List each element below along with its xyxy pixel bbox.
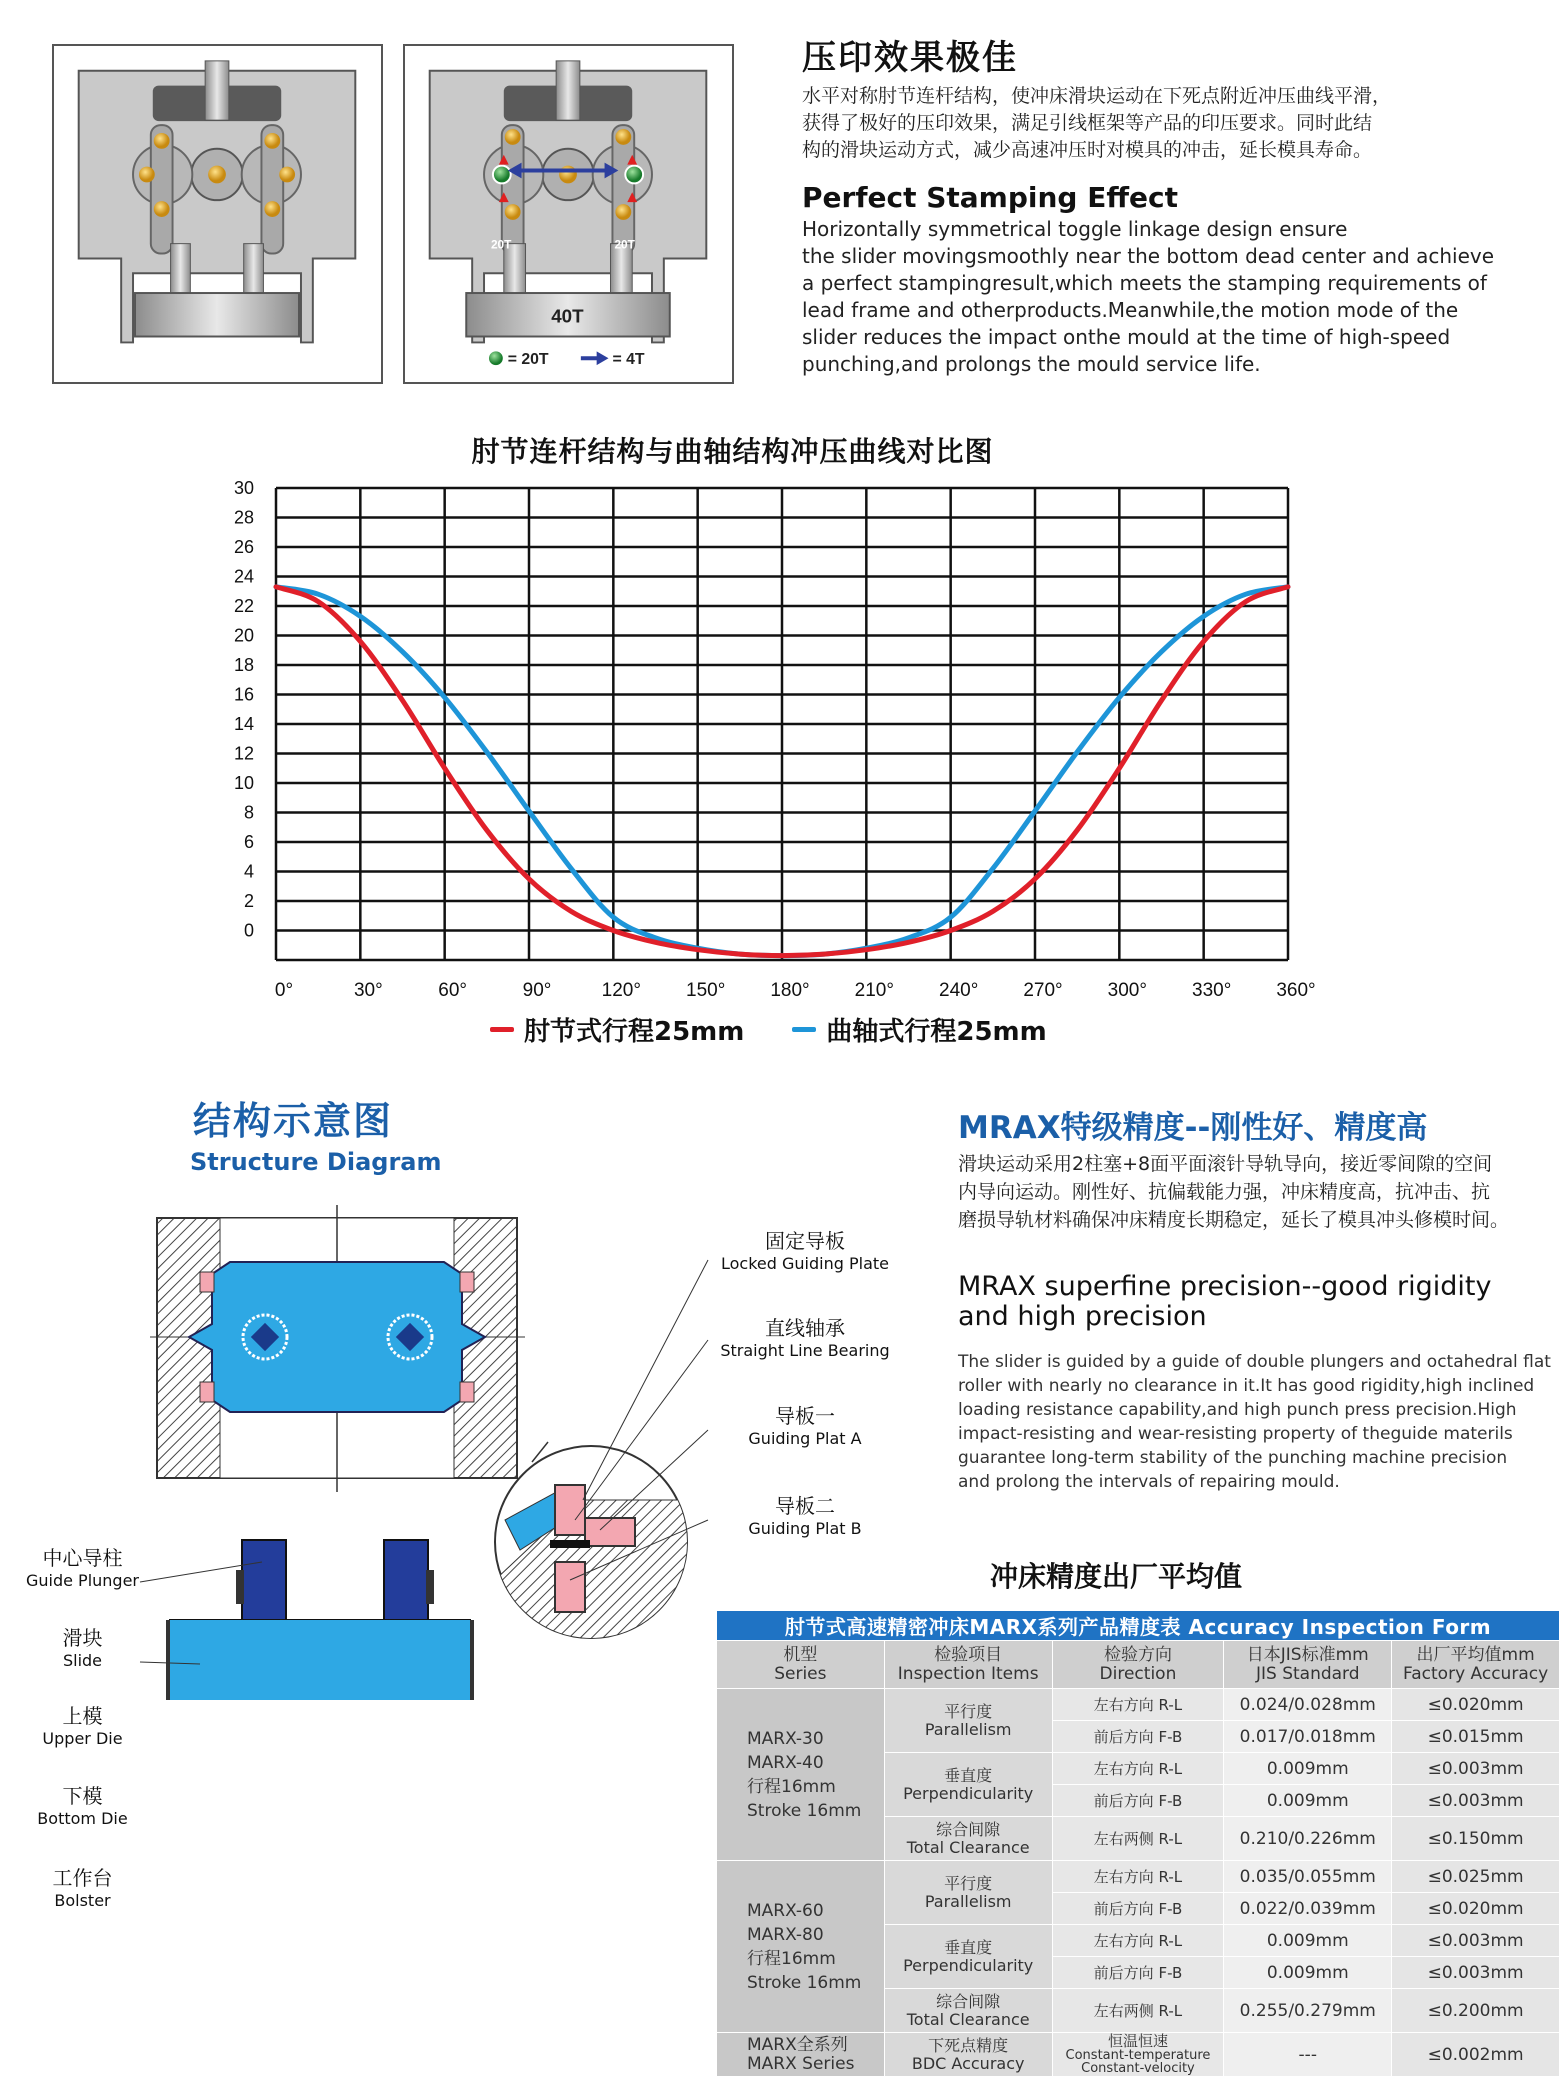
item-cell [884, 2033, 1052, 2077]
col-header-jis [1224, 1641, 1392, 1689]
stamping-heading-cn: 压印效果极佳 [802, 38, 1018, 78]
header-en: Direction [1099, 1663, 1177, 1684]
series-line: Stroke 16mm [747, 1972, 862, 1993]
stamping-para-en-line: punching,and prolongs the mould service life. [802, 352, 1261, 376]
factory-cell: ≤0.150mm [1392, 1817, 1560, 1861]
x-tick-label: 30° [353, 980, 383, 1001]
series-line: Stroke 16mm [747, 1800, 862, 1821]
x-tick-label: 210° [854, 980, 894, 1001]
mrax-heading-en [958, 1272, 1492, 1332]
item-cn: 垂直度 [944, 1937, 993, 1957]
series-line: MARX Series [747, 2053, 855, 2074]
item-en: Parallelism [924, 1891, 1012, 1911]
direction-cell: 前后方向 F-B [1052, 1893, 1224, 1925]
mrax-para-en-line: loading resistance capability,and high punch press precision.High [958, 1400, 1517, 1420]
direction-cell: 左右方向 R-L [1052, 1689, 1224, 1721]
stamping-para-en-line: Horizontally symmetrical toggle linkage design ensure [802, 217, 1348, 241]
item-en: Perpendicularity [903, 1955, 1034, 1975]
blue-arrow-icon [581, 351, 609, 365]
jis-cell: 0.009mm [1224, 1957, 1392, 1989]
label-en: Upper Die [42, 1729, 123, 1748]
factory-cell: ≤0.025mm [1392, 1861, 1560, 1893]
direction-cell: 前后方向 F-B [1052, 1957, 1224, 1989]
x-tick-label: 180° [770, 980, 810, 1001]
label-en: Locked Guiding Plate [721, 1254, 889, 1273]
panel2-slide-force-label: 40T [551, 305, 584, 327]
direction-cell: 左右方向 R-L [1052, 1861, 1224, 1893]
series-line: MARX-60 [747, 1900, 824, 1921]
stamping-heading-en: Perfect Stamping Effect [802, 181, 1178, 214]
item-en: BDC Accuracy [911, 2053, 1025, 2073]
series-line: MARX全系列 [747, 2034, 848, 2055]
jis-cell: 0.017/0.018mm [1224, 1721, 1392, 1753]
series-line: MARX-80 [747, 1924, 824, 1945]
y-tick-label: 24 [233, 566, 254, 587]
x-tick-label: 60° [438, 980, 468, 1001]
stamping-para-cn [802, 83, 1542, 164]
stamping-para-en [802, 216, 1547, 378]
direction-cell: 左右方向 R-L [1052, 1753, 1224, 1785]
header-en: Inspection Items [897, 1663, 1039, 1684]
mrax-para-cn-line: 内导向运动。刚性好、抗偏载能力强，冲床精度高，抗冲击、抗 [958, 1181, 1491, 1203]
item-cell [884, 1817, 1052, 1861]
item-cn: 平行度 [944, 1701, 993, 1721]
legend-swatch-blue [792, 1027, 816, 1032]
table-row [717, 2033, 1560, 2077]
direction-en: Constant-temperature [1065, 2048, 1211, 2063]
series-cell [717, 2033, 885, 2077]
item-cell [884, 1925, 1052, 1989]
factory-cell: ≤0.003mm [1392, 1925, 1560, 1957]
header-en: Series [774, 1663, 827, 1684]
factory-cell: ≤0.003mm [1392, 1957, 1560, 1989]
header-cn: 机型 [783, 1644, 818, 1665]
chart-legend [490, 1011, 1047, 1048]
item-cn: 综合间隙 [936, 1819, 1001, 1839]
direction-cell: 左右两侧 R-L [1052, 1817, 1224, 1861]
x-tick-label: 90° [522, 980, 552, 1001]
label-cn: 中心导柱 [42, 1546, 123, 1570]
panel2-right-force-label: 20T [614, 237, 635, 252]
y-tick-label: 4 [243, 861, 254, 882]
label-bottom-die [20, 1780, 145, 1828]
header-cn: 检验项目 [934, 1644, 1003, 1665]
table-title: 肘节式高速精密冲床MARX系列产品精度表 Accuracy Inspection Form [717, 1611, 1560, 1641]
x-tick-label: 270° [1023, 980, 1063, 1001]
y-tick-label: 30 [233, 478, 254, 498]
y-tick-label: 0 [243, 920, 254, 941]
y-tick-label: 8 [243, 802, 254, 823]
mrax-para-en-line: roller with nearly no clearance in it.It has good rigidity,high inclined [958, 1376, 1535, 1396]
legend-swatch-red [490, 1027, 514, 1032]
factory-cell: ≤0.020mm [1392, 1893, 1560, 1925]
label-bolster [20, 1862, 145, 1910]
factory-cell: ≤0.003mm [1392, 1753, 1560, 1785]
item-en: Total Clearance [906, 1837, 1030, 1857]
series-cell [717, 1689, 885, 1861]
label-cn: 滑块 [62, 1626, 103, 1650]
mrax-para-en-line: The slider is guided by a guide of double plungers and octahedral flat [958, 1352, 1551, 1372]
header-cn: 检验方向 [1103, 1644, 1172, 1665]
panel2-left-force-label: 20T [490, 237, 512, 252]
item-en: Parallelism [924, 1719, 1012, 1739]
direction-cn: 恒温恒速 [1107, 2032, 1168, 2050]
direction-cell: 左右方向 R-L [1052, 1925, 1224, 1957]
label-guiding-plat-b [710, 1490, 900, 1538]
table-header-row [717, 1641, 1560, 1689]
jis-cell: 0.009mm [1224, 1785, 1392, 1817]
direction-cell: 前后方向 F-B [1052, 1721, 1224, 1753]
mrax-para-cn-line: 滑块运动采用2柱塞+8面平面滚针导轨导向，接近零间隙的空间 [958, 1153, 1493, 1175]
col-header-direction [1052, 1641, 1224, 1689]
y-tick-label: 18 [233, 655, 254, 675]
direction-cell: 前后方向 F-B [1052, 1785, 1224, 1817]
factory-cell: ≤0.020mm [1392, 1689, 1560, 1721]
x-tick-label: 240° [939, 980, 979, 1001]
item-cell [884, 1689, 1052, 1753]
legend-arrow-label: = 4T [612, 351, 645, 369]
mrax-para-en-line: guarantee long-term stability of the punching machine precision [958, 1448, 1508, 1468]
series-line: 行程16mm [747, 1948, 836, 1969]
label-guiding-plat-a [710, 1400, 900, 1448]
y-tick-label: 2 [243, 891, 254, 911]
stamping-para-en-line: lead frame and otherproducts.Meanwhile,the motion mode of the [802, 298, 1459, 322]
label-guide-plunger [20, 1542, 145, 1590]
label-locked-guiding-plate [710, 1225, 900, 1273]
y-tick-label: 20 [233, 625, 254, 646]
stamping-para-cn-line: 水平对称肘节连杆结构，使冲床滑块运动在下死点附近冲压曲线平滑， [802, 85, 1392, 107]
x-tick-label: 0° [274, 980, 294, 1001]
label-en: Guiding Plat A [748, 1429, 862, 1448]
accuracy-section-title: 冲床精度出厂平均值 [990, 1560, 1243, 1593]
label-cn: 下模 [62, 1784, 103, 1808]
y-tick-label: 10 [233, 773, 254, 793]
legend-item-crank [792, 1011, 1046, 1048]
toggle-linkage-drawing-1 [54, 46, 381, 382]
item-cn: 综合间隙 [936, 1991, 1001, 2011]
mrax-para-cn [958, 1150, 1560, 1234]
label-en: Slide [62, 1651, 103, 1670]
direction-cell [1052, 2033, 1224, 2077]
green-dot-icon [488, 350, 504, 366]
label-straight-line-bearing [710, 1312, 900, 1360]
jis-cell: 0.009mm [1224, 1925, 1392, 1957]
direction-cell: 左右两侧 R-L [1052, 1989, 1224, 2033]
label-upper-die [20, 1700, 145, 1748]
label-cn: 上模 [62, 1704, 103, 1728]
mrax-para-en-line: impact-resisting and wear-resisting property of theguide materils [958, 1424, 1513, 1444]
item-cell [884, 1989, 1052, 2033]
y-tick-label: 26 [233, 537, 254, 557]
label-slide [20, 1622, 145, 1670]
factory-cell: ≤0.015mm [1392, 1721, 1560, 1753]
series-cell [717, 1861, 885, 2033]
item-cn: 平行度 [944, 1873, 993, 1893]
series-line: 行程16mm [747, 1776, 836, 1797]
label-en: Bottom Die [37, 1809, 128, 1828]
legend-label-toggle: 肘节式行程25mm [524, 1017, 745, 1047]
stamping-para-cn-line: 构的滑块运动方式，减少高速冲压时对模具的冲击，延长模具寿命。 [802, 139, 1373, 161]
y-tick-label: 6 [243, 832, 254, 852]
mrax-para-en-line: and prolong the intervals of repairing mould. [958, 1472, 1340, 1492]
chart-title: 肘节连杆结构与曲轴结构冲压曲线对比图 [471, 435, 994, 468]
series-line: MARX-40 [747, 1752, 824, 1773]
stamping-para-en-line: slider reduces the impact onthe mould at the time of high-speed [802, 325, 1451, 349]
y-tick-label: 14 [233, 714, 254, 734]
factory-cell: ≤0.200mm [1392, 1989, 1560, 2033]
legend-item-toggle [490, 1011, 744, 1048]
col-header-series [717, 1641, 885, 1689]
y-tick-label: 22 [233, 596, 254, 616]
structure-title-en: Structure Diagram [190, 1148, 442, 1176]
toggle-linkage-drawing-2 [405, 46, 732, 382]
x-tick-label: 330° [1192, 980, 1232, 1001]
table-row [717, 1689, 1560, 1721]
item-cn: 下死点精度 [928, 2035, 1009, 2055]
label-cn: 导板二 [775, 1494, 835, 1518]
legend-dot-label: = 20T [507, 351, 549, 369]
jis-cell: --- [1224, 2033, 1392, 2077]
stamping-para-cn-line: 获得了极好的压印效果，满足引线框架等产品的印压要求。同时此结 [802, 112, 1373, 134]
label-cn: 直线轴承 [765, 1316, 845, 1340]
header-cn: 出厂平均值mm [1416, 1644, 1535, 1665]
label-en: Guide Plunger [25, 1571, 140, 1590]
toggle-linkage-figure-1 [52, 44, 383, 384]
structure-title-cn: 结构示意图 [193, 1099, 394, 1143]
jis-cell: 0.210/0.226mm [1224, 1817, 1392, 1861]
mrax-para-en [958, 1350, 1558, 1494]
label-cn: 工作台 [52, 1866, 113, 1890]
header-cn: 日本JIS标准mm [1246, 1644, 1369, 1665]
mrax-para-cn-line: 磨损导轨材料确保冲床精度长期稳定，延长了模具冲头修模时间。 [958, 1209, 1510, 1231]
mrax-heading-cn: MRAX特级精度--刚性好、精度高 [958, 1110, 1428, 1146]
header-en: JIS Standard [1255, 1663, 1360, 1684]
x-tick-label: 300° [1107, 980, 1147, 1001]
jis-cell: 0.255/0.279mm [1224, 1989, 1392, 2033]
accuracy-table [716, 1610, 1560, 2077]
y-tick-label: 12 [233, 743, 254, 764]
mrax-heading-en-line: MRAX superfine precision--good rigidity [958, 1271, 1492, 1302]
x-tick-label: 360° [1276, 980, 1316, 1001]
y-tick-label: 28 [233, 507, 254, 528]
item-en: Total Clearance [906, 2009, 1030, 2029]
col-header-factory [1392, 1641, 1560, 1689]
factory-cell: ≤0.003mm [1392, 1785, 1560, 1817]
y-tick-label: 16 [233, 684, 254, 705]
jis-cell: 0.009mm [1224, 1753, 1392, 1785]
label-en: Bolster [54, 1891, 111, 1910]
legend-label-crank: 曲轴式行程25mm [826, 1017, 1047, 1047]
header-en: Factory Accuracy [1403, 1663, 1549, 1684]
col-header-items [884, 1641, 1052, 1689]
stamping-para-en-line: the slider movingsmoothly near the bottom dead center and achieve [802, 244, 1495, 268]
item-cell [884, 1753, 1052, 1817]
direction-en: Constant-velocity [1081, 2061, 1195, 2076]
item-en: Perpendicularity [903, 1783, 1034, 1803]
label-cn: 固定导板 [765, 1229, 845, 1253]
jis-cell: 0.035/0.055mm [1224, 1861, 1392, 1893]
factory-cell: ≤0.002mm [1392, 2033, 1560, 2077]
table-row [717, 1861, 1560, 1893]
label-en: Straight Line Bearing [720, 1341, 890, 1360]
stroke-curve-chart [220, 470, 1350, 1010]
jis-cell: 0.022/0.039mm [1224, 1893, 1392, 1925]
stamping-para-en-line: a perfect stampingresult,which meets the stamping requirements of [802, 271, 1487, 295]
label-en: Guiding Plat B [748, 1519, 862, 1538]
x-tick-label: 150° [686, 980, 726, 1001]
x-tick-label: 120° [601, 980, 641, 1001]
mrax-heading-en-line: and high precision [958, 1301, 1207, 1332]
item-cn: 垂直度 [944, 1765, 993, 1785]
series-line: MARX-30 [747, 1728, 824, 1749]
jis-cell: 0.024/0.028mm [1224, 1689, 1392, 1721]
item-cell [884, 1861, 1052, 1925]
label-cn: 导板一 [775, 1404, 835, 1428]
toggle-linkage-figure-2 [403, 44, 734, 384]
